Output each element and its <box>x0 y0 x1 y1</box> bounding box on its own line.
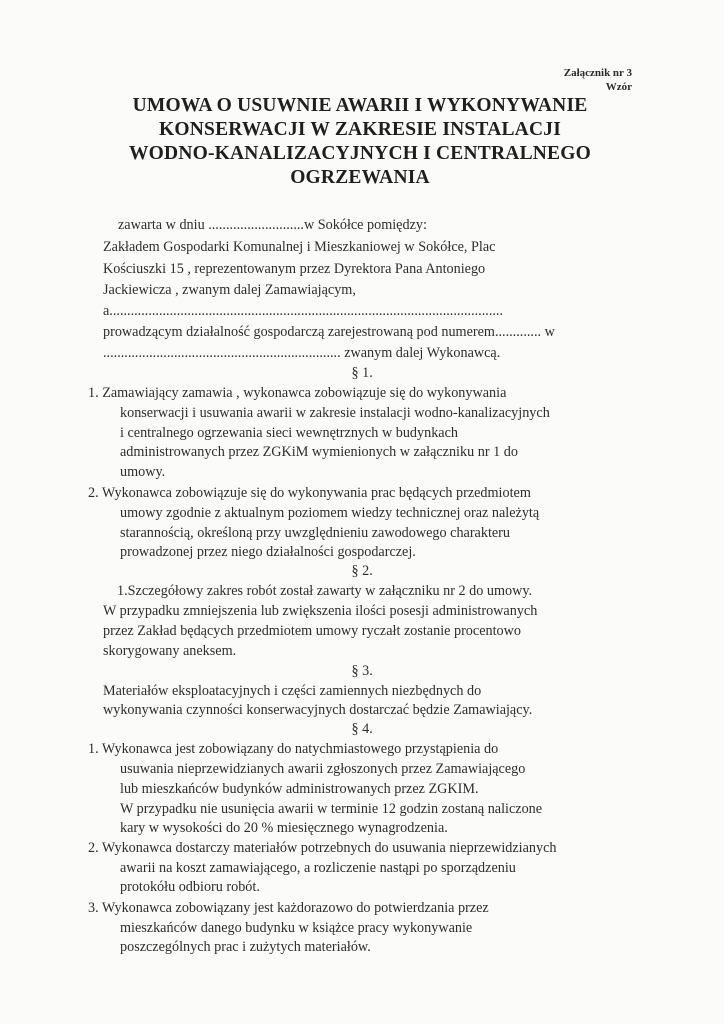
body-line: administrowanych przez ZGKiM wymienionych w załączniku nr 1 do <box>120 444 518 460</box>
body-line: 1. Zamawiający zamawia , wykonawca zobowiązuje się do wykonywania <box>88 385 507 401</box>
attachment-label: Załącznik nr 3 <box>563 67 632 79</box>
title-line: KONSERWACJI W ZAKRESIE INSTALACJI <box>159 119 561 140</box>
body-line: 2. Wykonawca zobowiązuje się do wykonywania prac będących przedmiotem <box>88 485 531 501</box>
body-line: umowy zgodnie z aktualnym poziomem wiedzy technicznej oraz należytą <box>120 505 540 521</box>
body-line: ................................................................... zwanym dalej Wykonawcą. <box>103 345 501 361</box>
body-line: 1. Wykonawca jest zobowiązany do natychmiastowego przystąpienia do <box>88 741 499 757</box>
body-line: W przypadku zmniejszenia lub zwiększenia ilości posesji administrowanych <box>103 603 538 619</box>
section-heading: § 4. <box>351 721 373 737</box>
body-line: skorygowany aneksem. <box>103 643 237 659</box>
title-line: WODNO-KANALIZACYJNYCH I CENTRALNEGO <box>128 143 592 164</box>
body-line: starannością, określoną przy uwzględnieniu zawodowego charakteru <box>120 525 511 541</box>
header-block <box>564 66 632 94</box>
body-line: wykonywania czynności konserwacyjnych dostarczać będzie Zamawiający. <box>103 702 533 718</box>
body-line: konserwacji i usuwania awarii w zakresie instalacji wodno-kanalizacyjnych <box>120 405 550 421</box>
document-title <box>100 94 620 190</box>
body-line: poszczególnych prac i zużytych materiałów. <box>120 939 371 955</box>
body-line: Kościuszki 15 , reprezentowanym przez Dyrektora Pana Antoniego <box>103 261 486 277</box>
body-line: kary w wysokości do 20 % miesięcznego wynagrodzenia. <box>120 820 448 836</box>
body-line: i centralnego ogrzewania sieci wewnętrznych w budynkach <box>120 425 458 441</box>
title-line: OGRZEWANIA <box>290 167 430 188</box>
body-line: protokółu odbioru robót. <box>120 879 260 895</box>
title-line: UMOWA O USUWNIE AWARII I WYKONYWANIE <box>132 95 588 116</box>
body-line: a............................................................................................................... <box>103 303 504 319</box>
body-line: Materiałów eksploatacyjnych i części zamiennych niezbędnych do <box>103 683 482 699</box>
body-line: W przypadku nie usunięcia awarii w terminie 12 godzin zostaną naliczone <box>120 801 543 817</box>
section-heading: § 3. <box>351 663 373 679</box>
body-line: mieszkańców danego budynku w książce pracy wykonywanie <box>120 920 473 936</box>
body-line: usuwania nieprzewidzianych awarii zgłoszonych przez Zamawiającego <box>120 761 526 777</box>
body-line: 2. Wykonawca dostarczy materiałów potrzebnych do usuwania nieprzewidzianych <box>88 840 557 856</box>
body-line: Zakładem Gospodarki Komunalnej i Mieszkaniowej w Sokółce, Plac <box>103 239 496 255</box>
body-line: 3. Wykonawca zobowiązany jest każdorazowo do potwierdzania przez <box>88 900 489 916</box>
body-line: przez Zakład będących przedmiotem umowy ryczałt zostanie procentowo <box>103 623 521 639</box>
body-line: lub mieszkańców budynków administrowanych przez ZGKIM. <box>120 781 479 797</box>
body-line: prowadzącym działalność gospodarczą zarejestrowaną pod numerem............. w <box>103 324 555 340</box>
body-line: Jackiewicza , zwanym dalej Zamawiającym, <box>103 282 356 298</box>
body-line: 1.Szczegółowy zakres robót został zawarty w załączniku nr 2 do umowy. <box>117 583 533 599</box>
section-heading: § 2. <box>351 563 373 579</box>
section-heading: § 1. <box>351 365 373 381</box>
body-line: zawarta w dniu ...........................w Sokółce pomiędzy: <box>118 217 427 233</box>
body-line: prowadzonej przez niego działalności gospodarczej. <box>120 544 416 560</box>
body-line: awarii na koszt zamawiającego, a rozliczenie nastąpi po sporządzeniu <box>120 860 516 876</box>
template-label: Wzór <box>605 81 632 93</box>
body-line: umowy. <box>120 464 166 480</box>
